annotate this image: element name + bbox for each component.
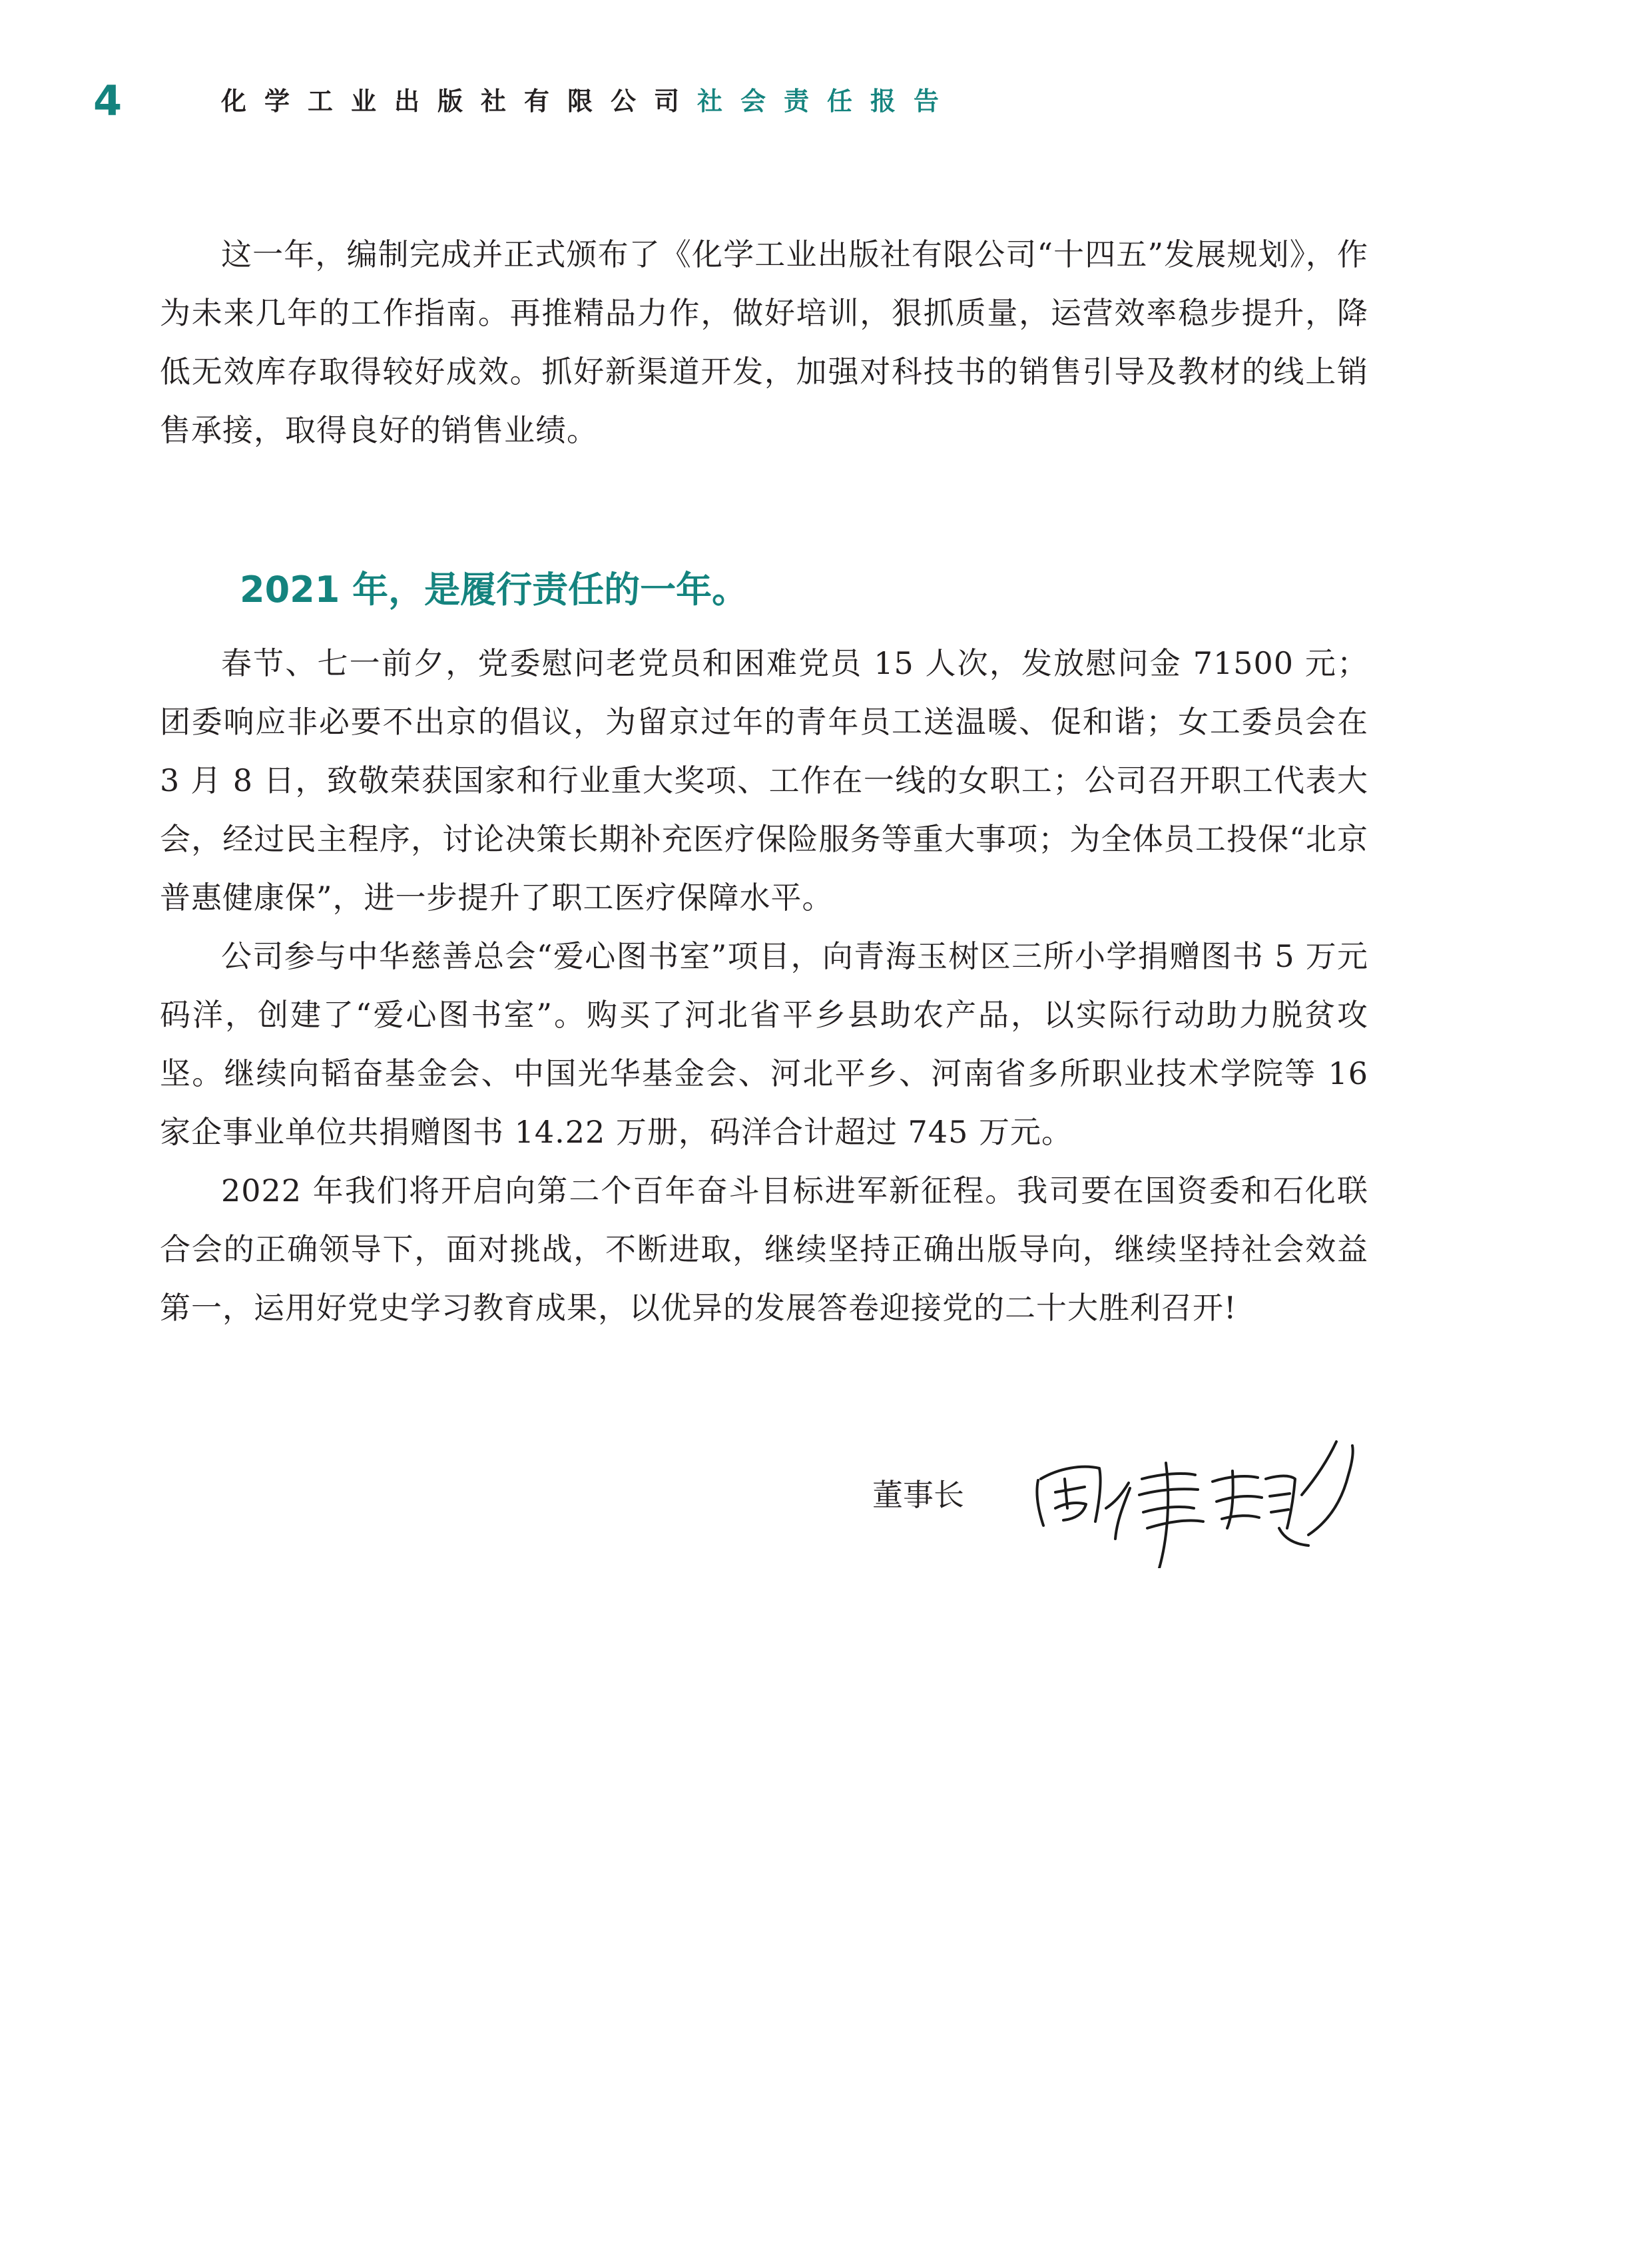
handwritten-signature bbox=[1029, 1415, 1362, 1568]
body-paragraph-2: 公司参与中华慈善总会“爱心图书室”项目，向青海玉树区三所小学捐赠图书 5 万元码洋，创建了“爱心图书室”。购买了河北省平乡县助农产品，以实际行动助力脱贫攻坚。继续向韬奋基金会、中国光华基金会、河北平乡、河南省多所职业技术学院等 16 家企事业单位共捐赠图书 14.22 万册，码洋合计超过 745 万元。 bbox=[160, 938, 1368, 1150]
body-paragraph-3: 2022 年我们将开启向第二个百年奋斗目标进军新征程。我司要在国资委和石化联合会的正确领导下，面对挑战，不断进取，继续坚持正确出版导向，继续坚持社会效益第一，运用好党史学习教育成果，以优异的发展答卷迎接党的二十大胜利召开! bbox=[160, 1173, 1368, 1326]
header-title bbox=[221, 75, 957, 128]
signature-label: 董事长 bbox=[872, 1477, 964, 1513]
header-company: 化学工业出版社有限公司 bbox=[221, 87, 698, 116]
page-header bbox=[93, 75, 1558, 128]
page-number: 4 bbox=[93, 77, 123, 125]
body-paragraph-1: 春节、七一前夕，党委慰问老党员和困难党员 15 人次，发放慰问金 71500 元；团委响应非必要不出京的倡议，为留京过年的青年员工送温暖、促和谐；女工委员会在 3 月 8 日，致敬荣获国家和行业重大奖项、工作在一线的女职工；公司召开职工代表大会，经过民主程序，讨论决策长期补充医疗保险服务等重大事项；为全体员工投保“北京普惠健康保”，进一步提升了职工医疗保障水平。 bbox=[160, 645, 1368, 916]
section-heading: 2021 年，是履行责任的一年。 bbox=[240, 569, 748, 611]
intro-paragraph: 这一年，编制完成并正式颁布了《化学工业出版社有限公司“十四五”发展规划》，作为未来几年的工作指南。再推精品力作，做好培训，狠抓质量，运营效率稳步提升，降低无效库存取得较好成效。抓好新渠道开发，加强对科技书的销售引导及教材的线上销售承接，取得良好的销售业绩。 bbox=[160, 236, 1368, 448]
intro-section bbox=[160, 225, 1368, 459]
section-body bbox=[160, 634, 1368, 1337]
header-report: 社会责任报告 bbox=[697, 87, 958, 116]
